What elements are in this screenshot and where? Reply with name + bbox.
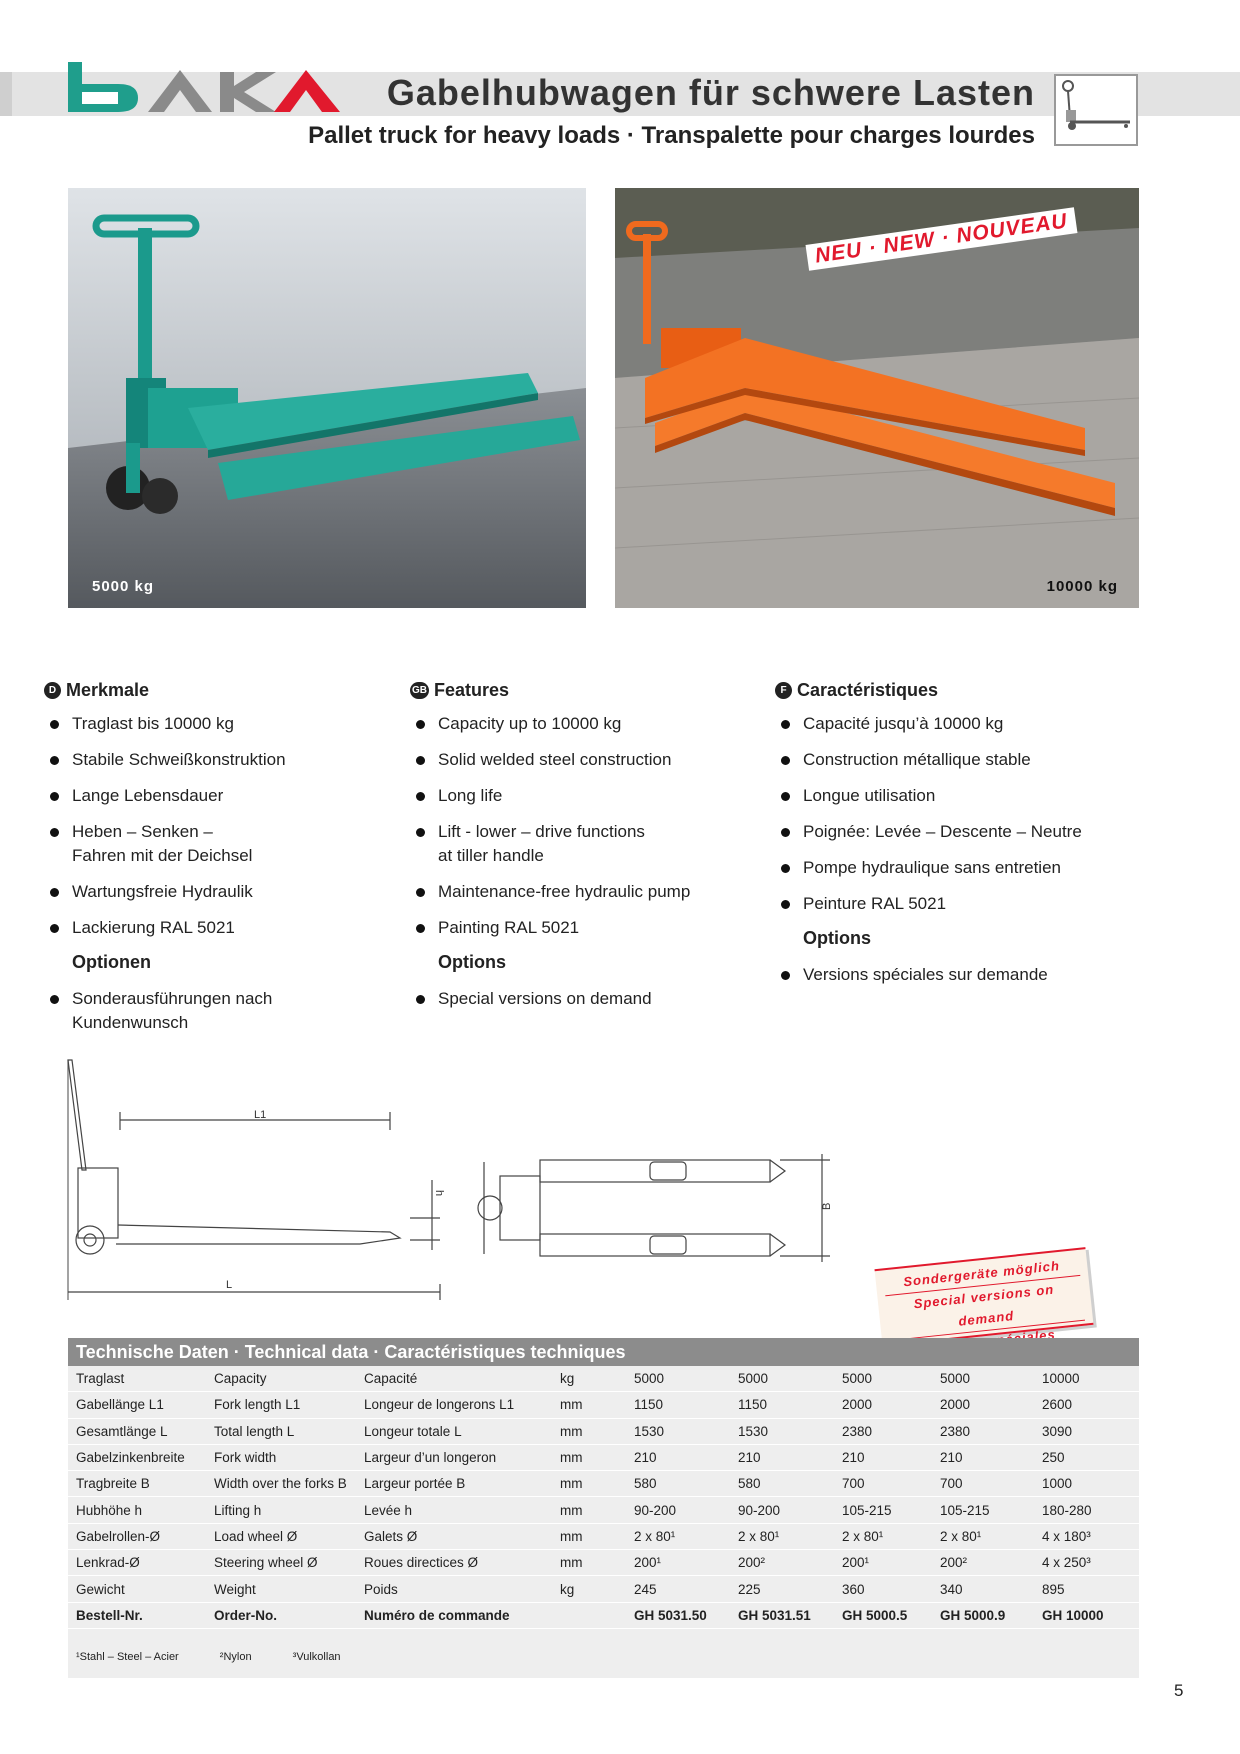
top-view-drawing [478, 1154, 833, 1262]
table-cell: Fork width [206, 1444, 356, 1470]
table-cell: mm [552, 1523, 626, 1549]
table-cell: mm [552, 1497, 626, 1523]
table-cell: Gabelrollen-Ø [68, 1523, 206, 1549]
footnote: ²Nylon [219, 1651, 252, 1663]
list-item: Versions spéciales sur demande [803, 963, 1115, 987]
table-cell: 700 [932, 1471, 1034, 1497]
features-fr [775, 678, 1115, 999]
table-cell: 180-280 [1034, 1497, 1139, 1523]
table-row [68, 1523, 1139, 1549]
section-title: Caractéristiques [797, 679, 939, 700]
table-cell: GH 5031.50 [626, 1602, 730, 1628]
table-row [68, 1497, 1139, 1523]
table-cell: Traglast [68, 1366, 206, 1392]
table-cell: 2 x 80¹ [834, 1523, 932, 1549]
table-cell: Steering wheel Ø [206, 1550, 356, 1576]
table-cell: 90-200 [626, 1497, 730, 1523]
list-item: Longue utilisation [803, 784, 1115, 808]
header-band-edge [0, 72, 12, 116]
table-cell: 700 [834, 1471, 932, 1497]
table-cell: 4 x 180³ [1034, 1523, 1139, 1549]
table-cell: 2380 [834, 1418, 932, 1444]
table-cell: 2600 [1034, 1392, 1139, 1418]
table-cell [552, 1602, 626, 1628]
options-list [410, 987, 750, 1011]
table-cell: 4 x 250³ [1034, 1550, 1139, 1576]
list-item: Special versions on demand [438, 987, 750, 1011]
list-item: Lange Lebensdauer [72, 784, 384, 808]
list-item: Wartungsfreie Hydraulik [72, 880, 384, 904]
table-cell: 5000 [730, 1366, 834, 1392]
list-item: Maintenance-free hydraulic pump [438, 880, 750, 904]
table-cell: 360 [834, 1576, 932, 1602]
side-view-drawing [68, 1060, 445, 1300]
list-item: Solid welded steel construction [438, 748, 750, 772]
table-cell: Largeur d’un longeron [356, 1444, 552, 1470]
table-cell: 250 [1034, 1444, 1139, 1470]
spec-table [68, 1366, 1139, 1629]
new-label: NEU · NEW · NOUVEAU [806, 207, 1078, 270]
table-cell: Fork length L1 [206, 1392, 356, 1418]
footnote: ³Vulkollan [292, 1651, 341, 1663]
table-cell: 2000 [932, 1392, 1034, 1418]
list-item: Poignée: Levée – Descente – Neutre [803, 820, 1115, 844]
language-badge-gb: GB [410, 682, 429, 699]
stamp-line: Sondergeräte möglich [883, 1253, 1080, 1296]
table-cell: GH 5031.51 [730, 1602, 834, 1628]
table-cell: GH 5000.9 [932, 1602, 1034, 1628]
logo-letter-k [220, 72, 276, 112]
table-cell: Gewicht [68, 1576, 206, 1602]
table-cell: 5000 [834, 1366, 932, 1392]
table-cell: Capacity [206, 1366, 356, 1392]
table-cell: 1150 [626, 1392, 730, 1418]
logo-letter-a2 [274, 70, 340, 112]
options-title: Options [803, 928, 871, 948]
table-cell: Weight [206, 1576, 356, 1602]
table-cell: 3090 [1034, 1418, 1139, 1444]
table-cell: 1150 [730, 1392, 834, 1418]
logo-letter-a1 [148, 70, 212, 112]
label-h: h [433, 1190, 445, 1197]
table-cell: Hubhöhe h [68, 1497, 206, 1523]
table-cell: 105-215 [834, 1497, 932, 1523]
table-cell: 210 [626, 1444, 730, 1470]
table-cell: GH 10000 [1034, 1602, 1139, 1628]
list-item: Pompe hydraulique sans entretien [803, 856, 1115, 880]
table-cell: kg [552, 1576, 626, 1602]
page-title: Gabelhubwagen für schwere Lasten [386, 72, 1035, 113]
footnote: ¹Stahl – Steel – Acier [76, 1651, 179, 1663]
list-item: Painting RAL 5021 [438, 916, 750, 940]
table-cell: Roues directices Ø [356, 1550, 552, 1576]
table-cell: 210 [932, 1444, 1034, 1470]
table-cell: 200² [932, 1550, 1034, 1576]
table-cell: 2 x 80¹ [626, 1523, 730, 1549]
table-cell: 580 [730, 1471, 834, 1497]
table-cell: 200² [730, 1550, 834, 1576]
table-cell: Capacité [356, 1366, 552, 1392]
table-cell: mm [552, 1392, 626, 1418]
table-cell: 5000 [932, 1366, 1034, 1392]
table-cell: 200¹ [626, 1550, 730, 1576]
table-row [68, 1471, 1139, 1497]
table-cell: 225 [730, 1576, 834, 1602]
table-row [68, 1550, 1139, 1576]
table-cell: 2380 [932, 1418, 1034, 1444]
table-row [68, 1392, 1139, 1418]
table-cell: mm [552, 1471, 626, 1497]
capacity-caption-right: 10000 kg [1046, 578, 1118, 595]
list-item: Lift - lower – drive functions at tiller handle [438, 820, 750, 868]
table-row [68, 1366, 1139, 1392]
feature-list [410, 712, 750, 940]
table-row [68, 1444, 1139, 1470]
table-cell: kg [552, 1366, 626, 1392]
table-cell: Numéro de commande [356, 1602, 552, 1628]
table-cell: Lenkrad-Ø [68, 1550, 206, 1576]
list-item: Traglast bis 10000 kg [72, 712, 384, 736]
list-item: Construction métallique stable [803, 748, 1115, 772]
page-subtitle: Pallet truck for heavy loads · Transpalette pour charges lourdes [308, 122, 1035, 149]
list-item: Peinture RAL 5021 [803, 892, 1115, 916]
list-item: Capacity up to 10000 kg [438, 712, 750, 736]
table-row [68, 1602, 1139, 1628]
stamp-line: Special versions on demand [885, 1276, 1085, 1341]
baka-logo [68, 62, 348, 124]
table-cell: Galets Ø [356, 1523, 552, 1549]
feature-list [775, 712, 1115, 916]
table-cell: 245 [626, 1576, 730, 1602]
table-cell: mm [552, 1550, 626, 1576]
features-gb [410, 678, 750, 1023]
list-item: Sonderausführungen nach Kundenwunsch [72, 987, 384, 1035]
table-cell: Longeur totale L [356, 1418, 552, 1444]
table-cell: 580 [626, 1471, 730, 1497]
table-cell: 10000 [1034, 1366, 1139, 1392]
label-l1: L1 [254, 1109, 267, 1121]
list-item: Capacité jusqu’à 10000 kg [803, 712, 1115, 736]
table-cell: 105-215 [932, 1497, 1034, 1523]
table-row [68, 1418, 1139, 1444]
table-cell: 340 [932, 1576, 1034, 1602]
language-badge-d: D [44, 682, 61, 699]
label-l: L [226, 1279, 233, 1291]
table-cell: 210 [834, 1444, 932, 1470]
page-number: 5 [1174, 1681, 1184, 1700]
section-title: Merkmale [66, 679, 150, 700]
table-row [68, 1576, 1139, 1602]
table-cell: GH 5000.5 [834, 1602, 932, 1628]
options-list [775, 963, 1115, 987]
table-cell: mm [552, 1418, 626, 1444]
list-item: Lackierung RAL 5021 [72, 916, 384, 940]
technical-data-table [68, 1338, 1139, 1678]
options-title: Optionen [72, 952, 151, 972]
table-cell: Bestell-Nr. [68, 1602, 206, 1628]
features-de [44, 678, 384, 1047]
table-cell: Longeur de longerons L1 [356, 1392, 552, 1418]
table-cell: 1000 [1034, 1471, 1139, 1497]
section-title: Features [434, 679, 510, 700]
table-cell: Poids [356, 1576, 552, 1602]
table-cell: 200¹ [834, 1550, 932, 1576]
table-title: Technische Daten · Technical data · Caractéristiques techniques [68, 1338, 1139, 1366]
table-cell: mm [552, 1444, 626, 1470]
table-cell: Order-No. [206, 1602, 356, 1628]
table-cell: 5000 [626, 1366, 730, 1392]
capacity-caption-left: 5000 kg [92, 578, 155, 595]
list-item: Heben – Senken – Fahren mit der Deichsel [72, 820, 384, 868]
language-badge-f: F [775, 682, 792, 699]
table-cell: Total length L [206, 1418, 356, 1444]
options-list [44, 987, 384, 1035]
table-cell: 2000 [834, 1392, 932, 1418]
table-cell: 210 [730, 1444, 834, 1470]
table-cell: 90-200 [730, 1497, 834, 1523]
table-cell: 1530 [730, 1418, 834, 1444]
feature-list [44, 712, 384, 940]
table-cell: Width over the forks B [206, 1471, 356, 1497]
table-cell: Lifting h [206, 1497, 356, 1523]
list-item: Long life [438, 784, 750, 808]
logo-letter-b [68, 62, 138, 112]
table-cell: Largeur portée B [356, 1471, 552, 1497]
options-title: Options [438, 952, 506, 972]
table-cell: 2 x 80¹ [932, 1523, 1034, 1549]
table-cell: 1530 [626, 1418, 730, 1444]
label-b: B [821, 1202, 833, 1210]
list-item: Stabile Schweißkonstruktion [72, 748, 384, 772]
table-cell: Gabellänge L1 [68, 1392, 206, 1418]
table-cell: Gabelzinkenbreite [68, 1444, 206, 1470]
table-cell: Levée h [356, 1497, 552, 1523]
pallet-truck-icon [1054, 74, 1138, 146]
table-cell: 895 [1034, 1576, 1139, 1602]
table-footnotes [76, 1651, 379, 1663]
table-cell: 2 x 80¹ [730, 1523, 834, 1549]
table-cell: Load wheel Ø [206, 1523, 356, 1549]
table-cell: Tragbreite B [68, 1471, 206, 1497]
photo-teal-pallet-truck [68, 188, 586, 608]
table-cell: Gesamtlänge L [68, 1418, 206, 1444]
